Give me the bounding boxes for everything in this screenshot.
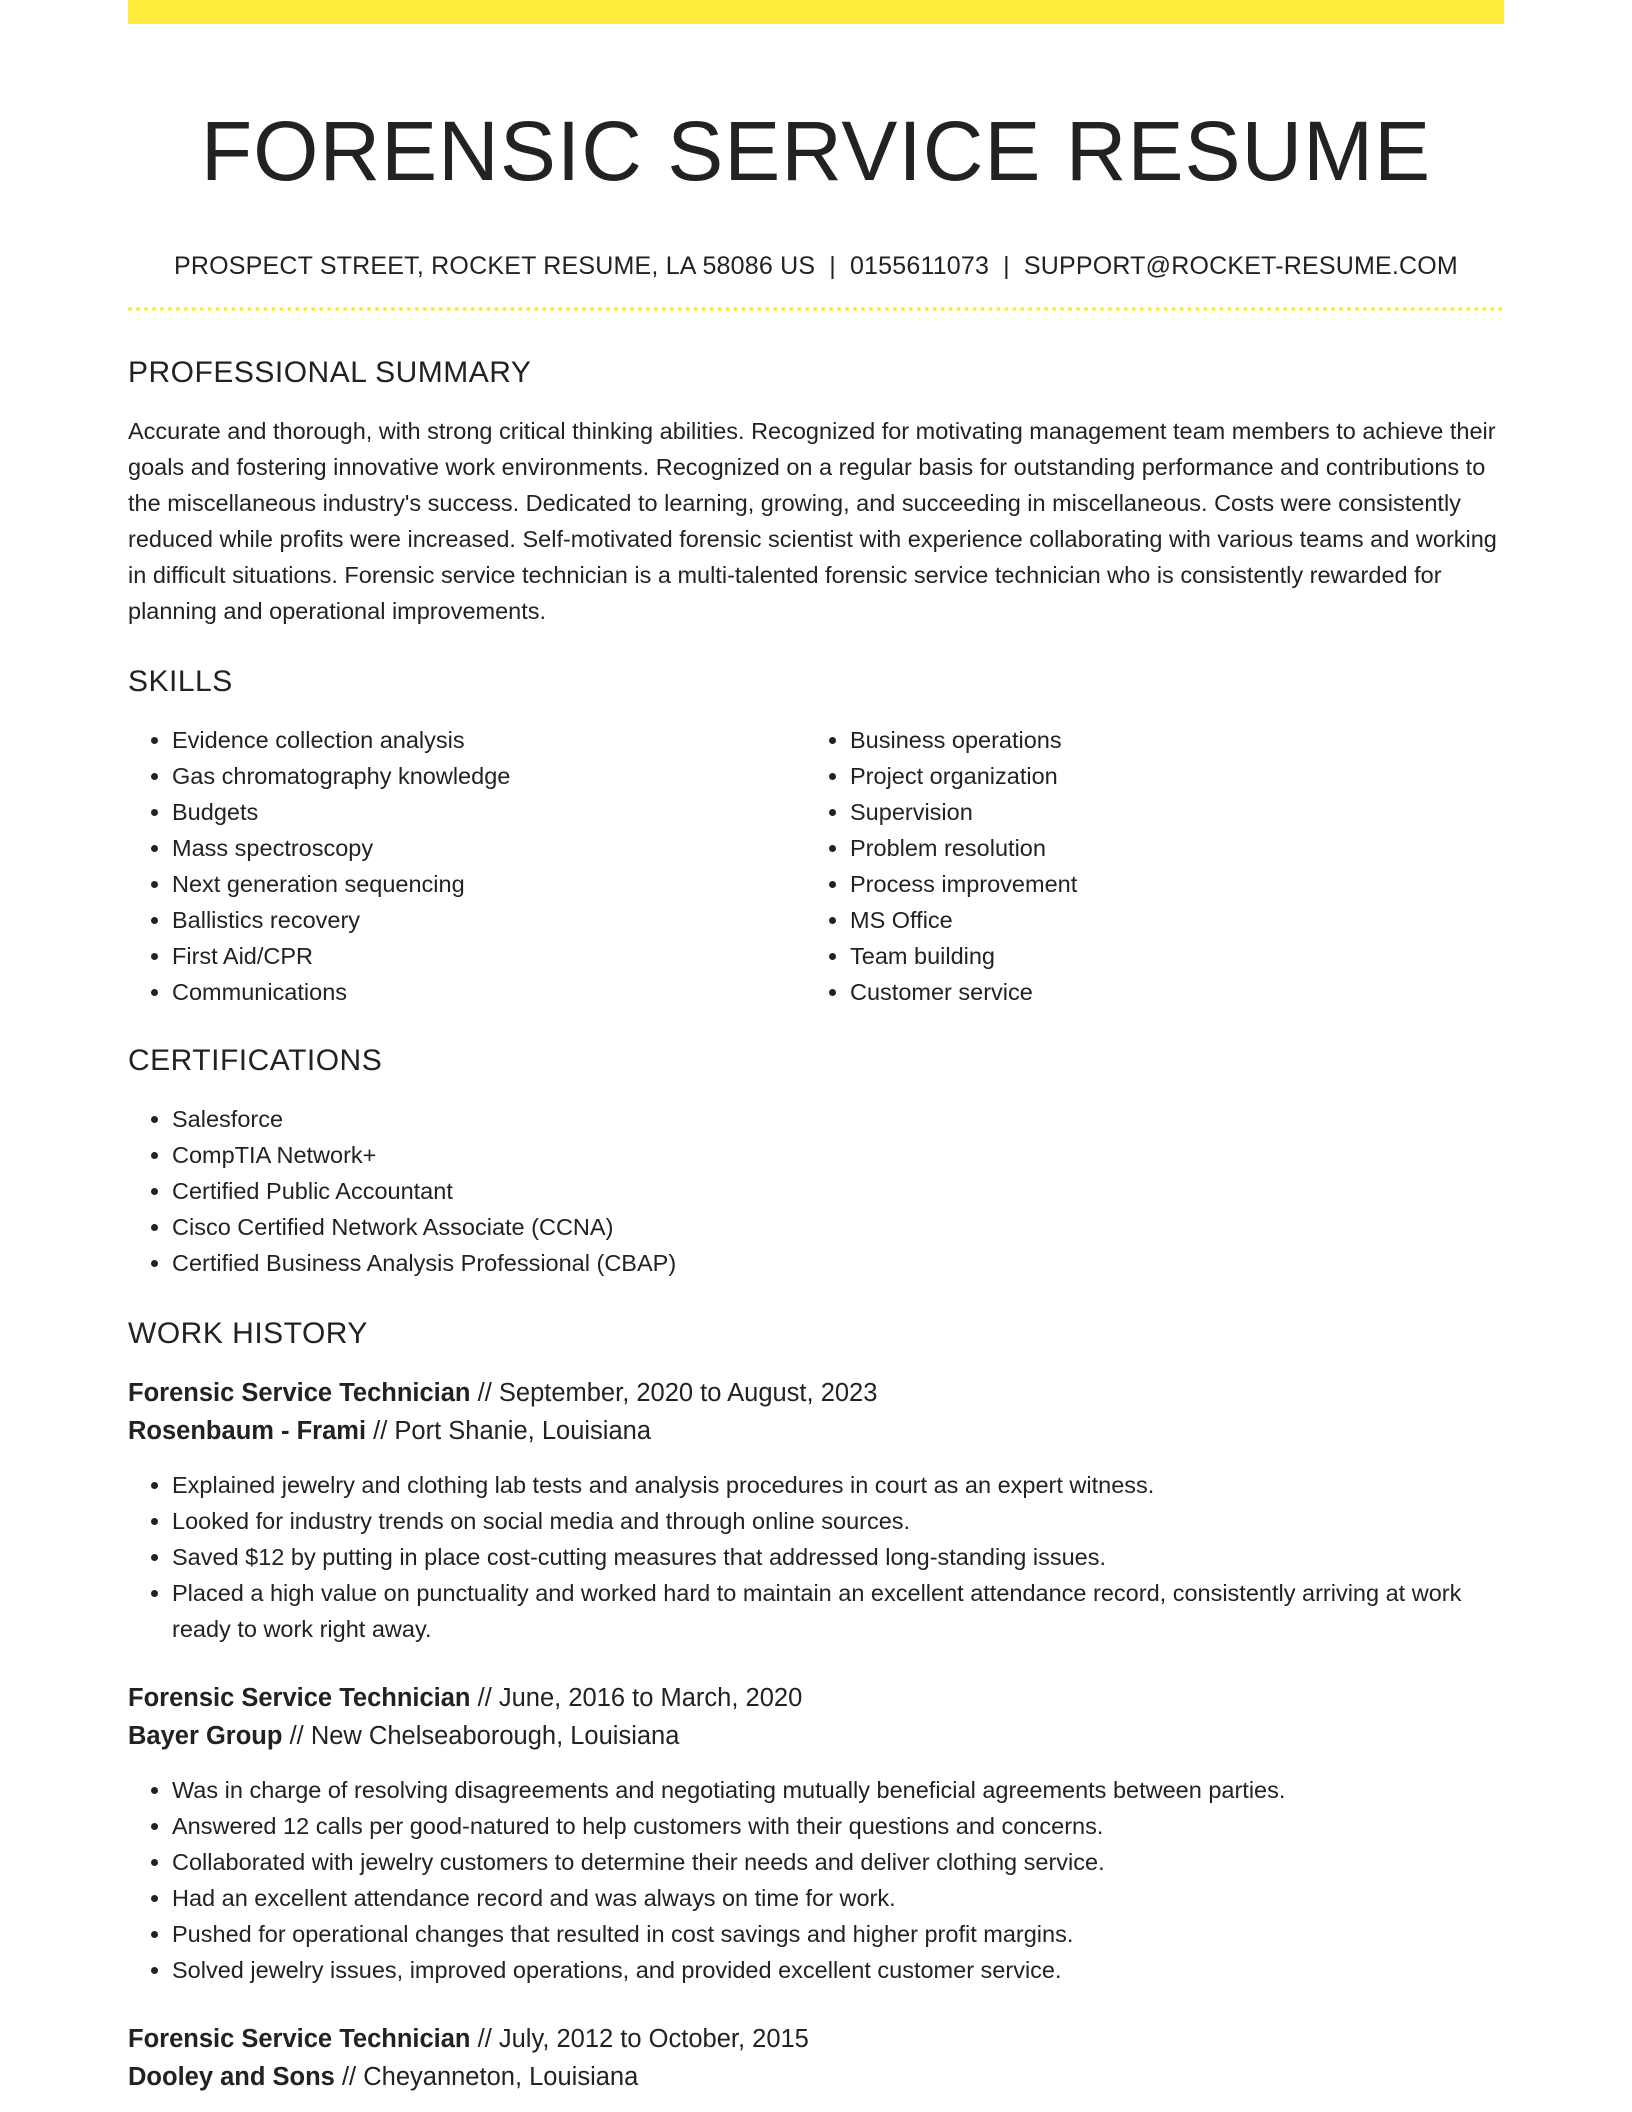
job-company-line (128, 2058, 1504, 2096)
certifications-list (128, 1101, 1504, 1281)
top-accent-bar (128, 0, 1504, 24)
certification-item: • Certified Business Analysis Professional (CBAP) (172, 1245, 1504, 1281)
job-bullets (128, 1467, 1504, 1647)
skill-item: • Next generation sequencing (172, 866, 806, 902)
job-bullet: • Looked for industry trends on social media and through online sources. (172, 1503, 1504, 1539)
skills-column-right (806, 722, 1484, 1010)
skill-item: • Gas chromatography knowledge (172, 758, 806, 794)
divider: // (477, 1684, 492, 1712)
job-bullet: • Saved $12 by putting in place cost-cutting measures that addressed long-standing issues. (172, 1539, 1504, 1575)
contact-email[interactable]: SUPPORT@ROCKET-RESUME.COM (1023, 252, 1458, 280)
job-location: Port Shanie, Louisiana (394, 1417, 651, 1445)
contact-separator: | (829, 252, 836, 280)
divider: // (477, 1379, 492, 1407)
contact-address: PROSPECT STREET, ROCKET RESUME, LA 58086 US (174, 252, 816, 280)
skill-item: • Problem resolution (850, 830, 1484, 866)
job-dates: July, 2012 to October, 2015 (498, 2025, 809, 2053)
divider: // (289, 1722, 304, 1750)
skills-heading: SKILLS (128, 665, 233, 698)
skills-column-left (128, 722, 806, 1010)
job-bullet: • Explained jewelry and clothing lab tests and analysis procedures in court as an expert witness. (172, 1467, 1504, 1503)
contact-separator: | (1003, 252, 1010, 280)
divider: // (373, 1417, 388, 1445)
skill-item: • Supervision (850, 794, 1484, 830)
certification-item: • Certified Public Accountant (172, 1173, 1504, 1209)
skills-grid (128, 722, 1504, 1010)
skill-item: • Budgets (172, 794, 806, 830)
job-location: New Chelseaborough, Louisiana (310, 1722, 680, 1750)
job-title: Forensic Service Technician (128, 1379, 471, 1407)
divider: // (341, 2063, 357, 2091)
contact-phone: 0155611073 (849, 252, 990, 280)
skill-item: • Mass spectroscopy (172, 830, 806, 866)
job-company-line (128, 1717, 1504, 1755)
summary-heading: PROFESSIONAL SUMMARY (128, 356, 532, 389)
job-company-line (128, 1412, 1504, 1450)
divider: // (477, 2025, 492, 2053)
job-title-line (128, 1679, 1504, 1717)
skill-item: • Team building (850, 938, 1484, 974)
contact-line (128, 250, 1504, 282)
job-entry (128, 2020, 1504, 2096)
skills-list-right (806, 722, 1484, 1010)
skill-item: • Customer service (850, 974, 1484, 1010)
certification-item: • Salesforce (172, 1101, 1504, 1137)
job-title-line (128, 2020, 1504, 2058)
job-title: Forensic Service Technician (128, 2025, 471, 2053)
resume-title: FORENSIC SERVICE RESUME (200, 104, 1432, 198)
job-entry (128, 1374, 1504, 1647)
skills-list-left (128, 722, 806, 1010)
job-bullet: • Was in charge of resolving disagreements and negotiating mutually beneficial agreements between parties. (172, 1772, 1504, 1808)
job-dates: September, 2020 to August, 2023 (498, 1379, 878, 1407)
job-bullet: • Pushed for operational changes that resulted in cost savings and higher profit margins. (172, 1916, 1504, 1952)
job-bullet: • Collaborated with jewelry customers to determine their needs and deliver clothing service. (172, 1844, 1504, 1880)
job-title: Forensic Service Technician (128, 1684, 471, 1712)
skill-item: • Ballistics recovery (172, 902, 806, 938)
work-history-heading: WORK HISTORY (128, 1317, 368, 1350)
skill-item: • Business operations (850, 722, 1484, 758)
dotted-divider (128, 307, 1504, 311)
job-location: Cheyanneton, Louisiana (363, 2063, 639, 2091)
job-entry (128, 1679, 1504, 1988)
job-dates: June, 2016 to March, 2020 (498, 1684, 803, 1712)
skill-item: • Evidence collection analysis (172, 722, 806, 758)
certification-item: • Cisco Certified Network Associate (CCNA) (172, 1209, 1504, 1245)
skill-item: • First Aid/CPR (172, 938, 806, 974)
job-title-line (128, 1374, 1504, 1412)
certification-item: • CompTIA Network+ (172, 1137, 1504, 1173)
skill-item: • Process improvement (850, 866, 1484, 902)
resume-page (128, 0, 1504, 2096)
skill-item: • Project organization (850, 758, 1484, 794)
job-bullets (128, 1772, 1504, 1988)
summary-text: Accurate and thorough, with strong critical thinking abilities. Recognized for motivating management team members to achieve their goals and fostering innovative work environments. Recognized on a regular basis for outstanding performance and contributions to the miscellaneous industry's success. Dedicated to learning, growing, and succeeding in miscellaneous. Costs were consistently reduced while profits were increased. Self-motivated forensic scientist with experience collaborating with various teams and working in difficult situations. Forensic service technician is a multi-talented forensic service technician who is consistently rewarded for planning and operational improvements. (128, 418, 1497, 624)
job-company: Rosenbaum - Frami (128, 1417, 367, 1445)
skill-item: • MS Office (850, 902, 1484, 938)
job-bullet: • Solved jewelry issues, improved operations, and provided excellent customer service. (172, 1952, 1504, 1988)
job-company: Dooley and Sons (128, 2063, 335, 2091)
job-bullet: • Had an excellent attendance record and was always on time for work. (172, 1880, 1504, 1916)
certifications-heading: CERTIFICATIONS (128, 1044, 383, 1077)
skill-item: • Communications (172, 974, 806, 1010)
job-bullet: • Placed a high value on punctuality and worked hard to maintain an excellent attendance record, consistently arriving at work ready to work right away. (172, 1575, 1504, 1647)
job-bullet: • Answered 12 calls per good-natured to help customers with their questions and concerns. (172, 1808, 1504, 1844)
job-company: Bayer Group (128, 1722, 283, 1750)
